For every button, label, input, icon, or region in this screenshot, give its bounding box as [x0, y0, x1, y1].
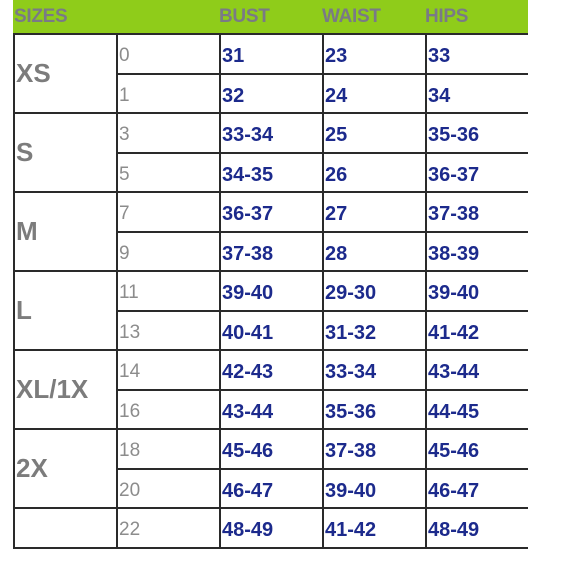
waist-value: 26: [323, 153, 426, 193]
numeric-size: 16: [117, 390, 220, 430]
table-row: [14, 34, 528, 74]
hips-value: 45-46: [426, 429, 528, 469]
size-label: 2X: [14, 429, 117, 508]
hips-value: 43-44: [426, 350, 528, 390]
numeric-size: 18: [117, 429, 220, 469]
bust-value: 40-41: [220, 311, 323, 351]
hips-value: 35-36: [426, 113, 528, 153]
numeric-size: 11: [117, 271, 220, 311]
bust-value: 45-46: [220, 429, 323, 469]
waist-value: 25: [323, 113, 426, 153]
waist-value: 39-40: [323, 469, 426, 509]
bust-value: 43-44: [220, 390, 323, 430]
waist-value: 27: [323, 192, 426, 232]
header-hips: HIPS: [425, 6, 469, 27]
waist-value: 41-42: [323, 508, 426, 548]
numeric-size: 13: [117, 311, 220, 351]
bust-value: 37-38: [220, 232, 323, 272]
hips-value: 36-37: [426, 153, 528, 193]
bust-value: 33-34: [220, 113, 323, 153]
table-row: [14, 271, 528, 311]
bust-value: 46-47: [220, 469, 323, 509]
table-row: [14, 350, 528, 390]
table-row: [14, 508, 528, 548]
hips-value: 34: [426, 74, 528, 114]
header-sizes: SIZES: [14, 6, 68, 27]
hips-value: 41-42: [426, 311, 528, 351]
waist-value: 37-38: [323, 429, 426, 469]
hips-value: 44-45: [426, 390, 528, 430]
waist-value: 28: [323, 232, 426, 272]
waist-value: 33-34: [323, 350, 426, 390]
numeric-size: 9: [117, 232, 220, 272]
size-label: M: [14, 192, 117, 271]
waist-value: 35-36: [323, 390, 426, 430]
table-row: [14, 429, 528, 469]
numeric-size: 22: [117, 508, 220, 548]
numeric-size: 7: [117, 192, 220, 232]
hips-value: 33: [426, 34, 528, 74]
size-label: XL/1X: [14, 350, 117, 429]
hips-value: 39-40: [426, 271, 528, 311]
numeric-size: 20: [117, 469, 220, 509]
size-label: S: [14, 113, 117, 192]
table-header: [13, 0, 528, 33]
bust-value: 32: [220, 74, 323, 114]
header-bust: BUST: [219, 6, 270, 27]
bust-value: 31: [220, 34, 323, 74]
numeric-size: 5: [117, 153, 220, 193]
hips-value: 37-38: [426, 192, 528, 232]
size-label: [14, 508, 117, 548]
size-label: L: [14, 271, 117, 350]
size-label: XS: [14, 34, 117, 113]
table-row: [14, 192, 528, 232]
hips-value: 46-47: [426, 469, 528, 509]
waist-value: 29-30: [323, 271, 426, 311]
numeric-size: 3: [117, 113, 220, 153]
numeric-size: 14: [117, 350, 220, 390]
bust-value: 36-37: [220, 192, 323, 232]
bust-value: 48-49: [220, 508, 323, 548]
numeric-size: 1: [117, 74, 220, 114]
hips-value: 48-49: [426, 508, 528, 548]
table-row: [14, 113, 528, 153]
waist-value: 24: [323, 74, 426, 114]
waist-value: 31-32: [323, 311, 426, 351]
waist-value: 23: [323, 34, 426, 74]
header-waist: WAIST: [322, 6, 381, 27]
numeric-size: 0: [117, 34, 220, 74]
hips-value: 38-39: [426, 232, 528, 272]
size-chart: [13, 0, 528, 579]
bust-value: 34-35: [220, 153, 323, 193]
bust-value: 39-40: [220, 271, 323, 311]
bust-value: 42-43: [220, 350, 323, 390]
size-table: [13, 33, 528, 549]
